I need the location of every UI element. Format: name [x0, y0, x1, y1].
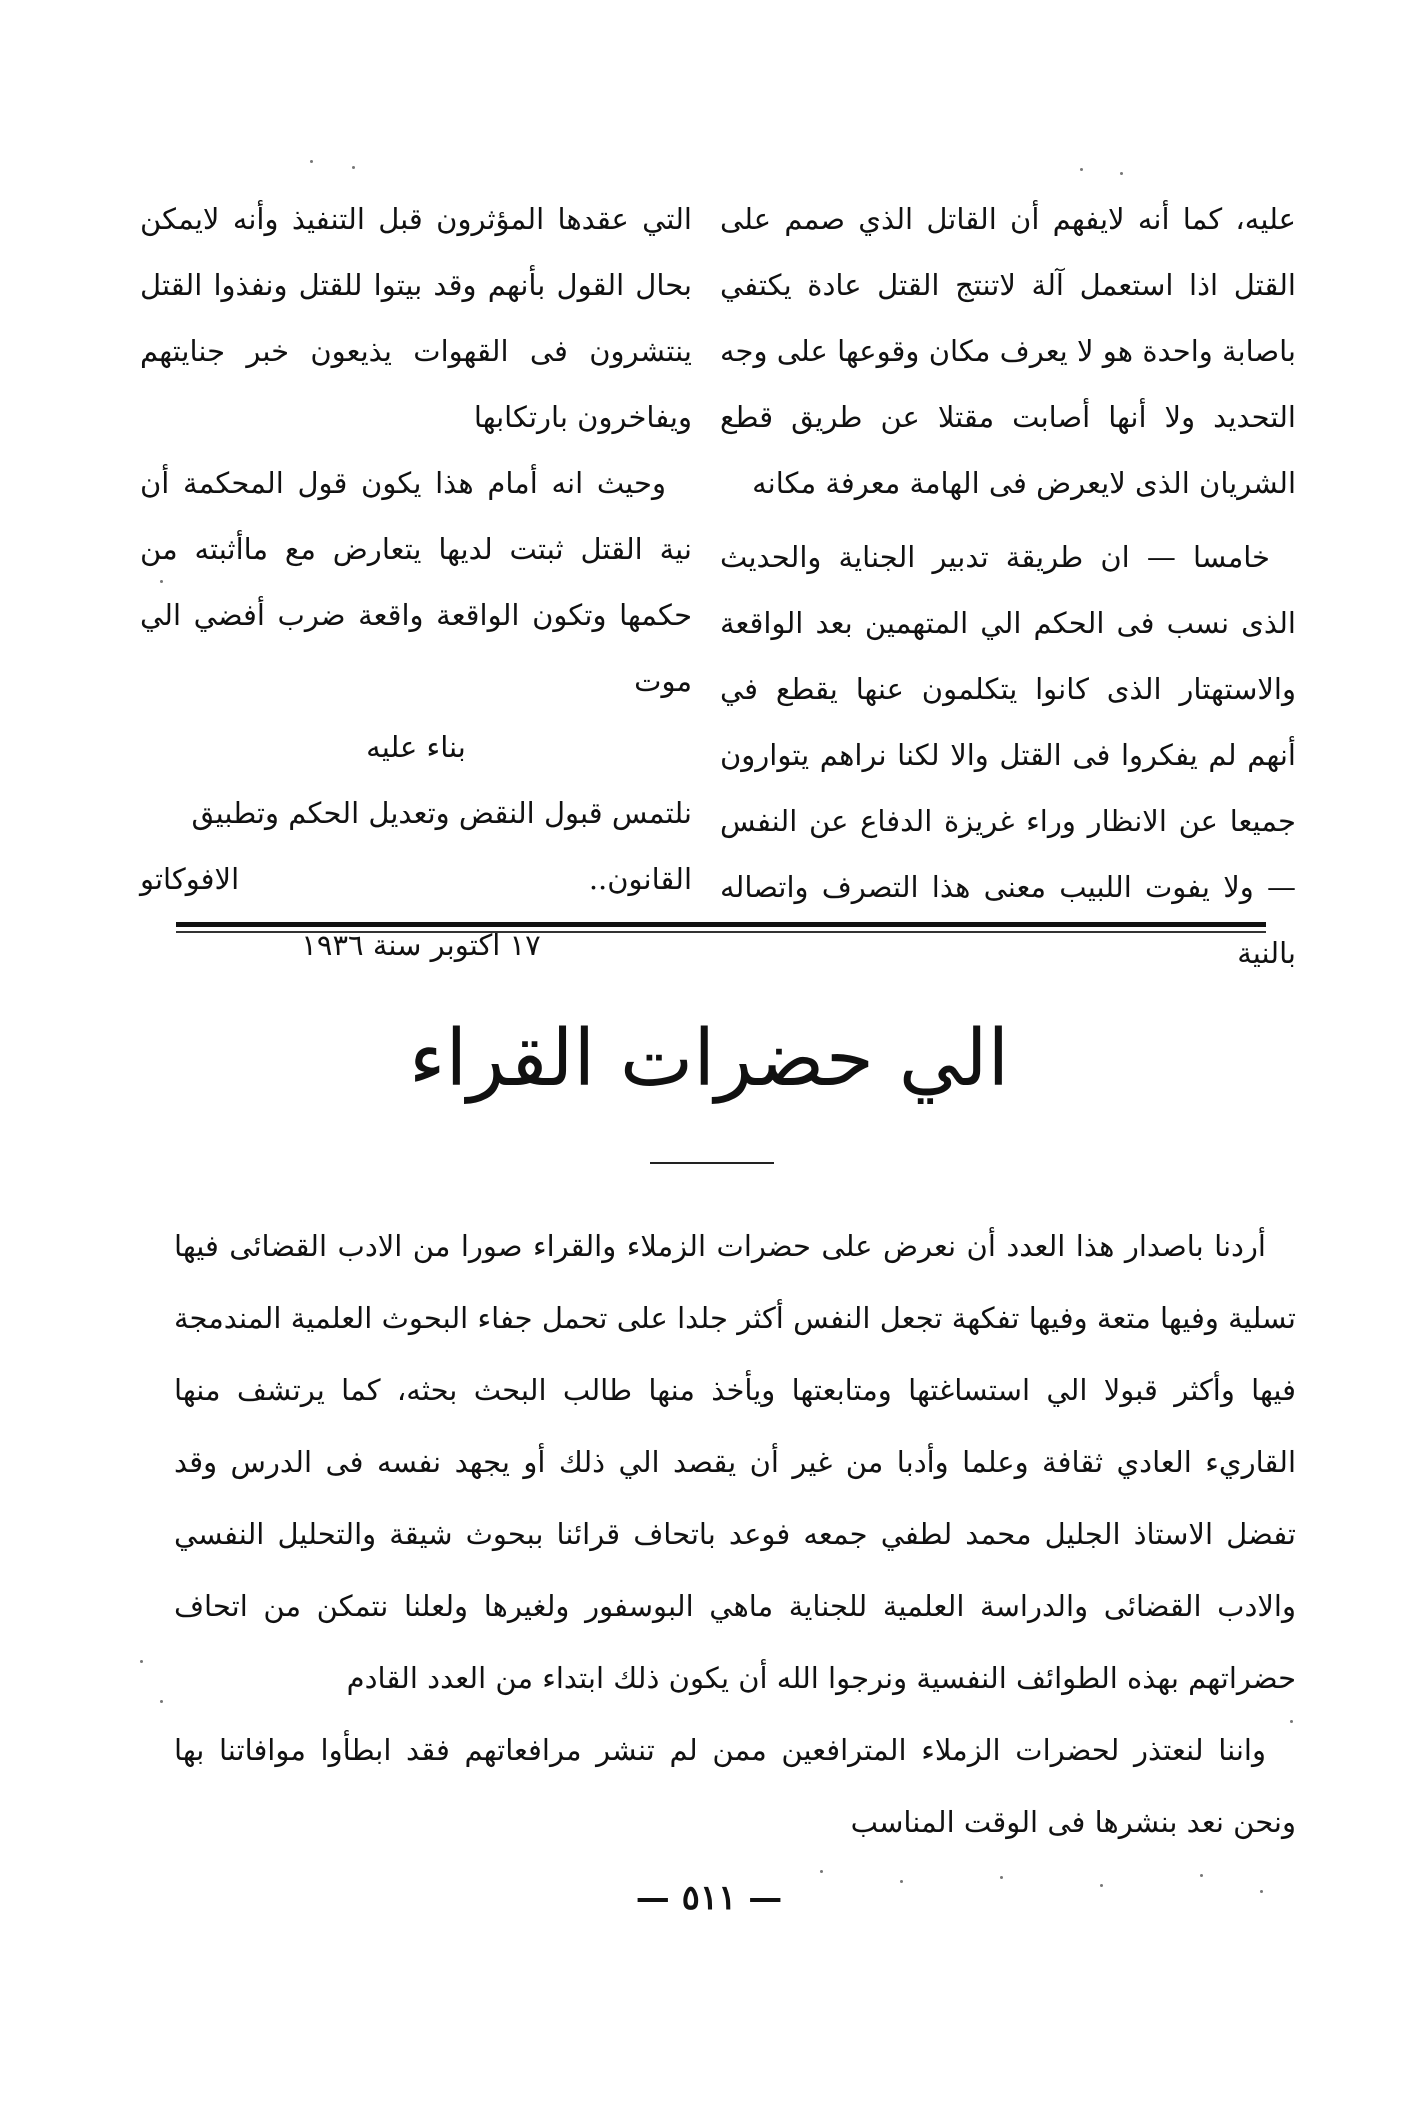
law-word: القانون.. [588, 862, 692, 896]
signature-row [140, 846, 692, 912]
right-column [720, 186, 1296, 986]
date-line: ١٧ اكتوبر سنة ١٩٣٦ [301, 928, 541, 962]
request-line: نلتمس قبول النقض وتعديل الحكم وتطبيق [191, 796, 692, 830]
left-column [140, 186, 692, 978]
section-divider-thin [176, 931, 1266, 933]
left-column-paragraph-2: وحيث انه أمام هذا يكون قول المحكمة أن نية القتل ثبتت لديها يتعارض مع ماأثبته من حكمها وتكون الواقعة واقعة ضرب أفضي الي موت [140, 466, 692, 698]
section-divider-thick [176, 922, 1266, 927]
notice-paragraph-1: أردنا باصدار هذا العدد أن نعرض على حضرات الزملاء والقراء صورا من الادب القضائى فيها تسلية وفيها متعة وفيها تفكهة تجعل النفس أكثر جلدا على تحمل جفاء البحوث العلمية المندمجة فيها وأكثر قبولا الي استساغتها ومتابعتها ويأخذ منها طالب البحث بحثه، كما يرتشف منها القاريء العادي ثقافة وعلما وأدبا من غير أن يقصد الي ذلك أو يجهد نفسه فى الدرس وقد تفضل الاستاذ الجليل محمد لطفي جمعه فوعد باتحاف قرائنا ببحوث شيقة والتحليل النفسي والادب القضائى والدراسة العلمية للجناية ماهي البوسفور ولغيرها ولعلنا نتمكن من اتحاف حضراتهم بهذه الطوائف النفسية ونرجوا الله أن يكون ذلك ابتداء من العدد القادم [174, 1229, 1296, 1695]
right-column-paragraph-2: خامسا — ان طريقة تدبير الجناية والحديث الذى نسب فى الحكم الي المتهمين بعد الواقعة والاستهتار الذى كانوا يتكلمون عنها يقطع في أنهم لم يفكروا فى القتل والا لكنا نراهم يتوارون جميعا عن الانظار وراء غريزة الدفاع عن النفس — ولا يفوت اللبيب معنى هذا التصرف واتصاله بالنية [720, 540, 1296, 970]
notice-title: الي حضرات القراء [408, 1014, 1010, 1104]
notice-paragraph-2: واننا لنعتذر لحضرات الزملاء المترافعين ممن لم تنشر مرافعاتهم فقد ابطأوا موافاتنا بها ونحن نعد بنشرها فى الوقت المناسب [174, 1733, 1296, 1839]
page-number: — ٥١١ — [635, 1878, 783, 1918]
notice-body [174, 1210, 1296, 1858]
title-underline [650, 1162, 774, 1164]
signature-label: الافوكاتو [140, 862, 240, 896]
based-on-heading: بناء عليه [366, 730, 466, 764]
left-column-paragraph-1: التي عقدها المؤثرون قبل التنفيذ وأنه لايمكن بحال القول بأنهم وقد بيتوا للقتل ونفذوا القتل ينتشرون فى القهوات يذيعون خبر جنايتهم ويفاخرون بارتكابها [140, 202, 692, 434]
right-column-paragraph-1: عليه، كما أنه لايفهم أن القاتل الذي صمم على القتل اذا استعمل آلة لاتنتج القتل عادة يكتفي باصابة واحدة هو لا يعرف مكان وقوعها على وجه التحديد ولا أنها أصابت مقتلا عن طريق قطع الشريان الذى لايعرض فى الهامة معرفة مكانه [720, 202, 1296, 500]
